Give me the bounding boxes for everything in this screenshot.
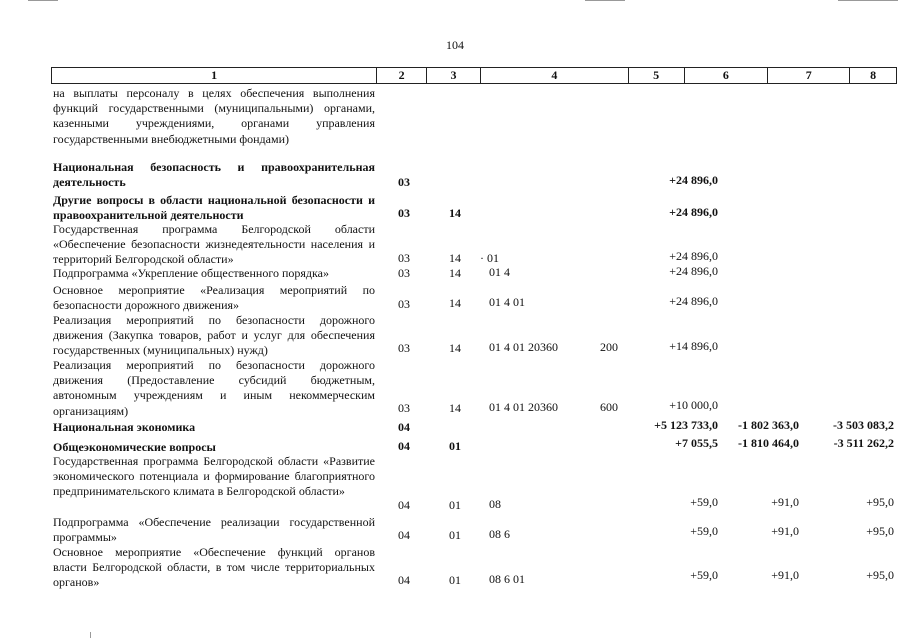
row-section: 03 bbox=[398, 206, 410, 220]
row-amount-3: +95,0 bbox=[866, 568, 894, 582]
row-section: 04 bbox=[398, 528, 410, 542]
row-subsection: 14 bbox=[449, 206, 461, 220]
header-col-2: 2 bbox=[377, 68, 427, 83]
row-description: Общеэкономические вопросы bbox=[53, 440, 216, 454]
header-col-1: 1 bbox=[52, 68, 377, 83]
row-description: Основное мероприятие «Обеспечение функций органов власти Белгородской области, в том числе территориальных органов» bbox=[53, 545, 375, 590]
row-amount-2: +91,0 bbox=[771, 568, 799, 582]
scan-artifact bbox=[90, 632, 91, 638]
row-amount-1: +59,0 bbox=[690, 568, 718, 582]
row-section: 03 bbox=[398, 401, 410, 415]
row-amount-2: -1 810 464,0 bbox=[738, 436, 799, 450]
row-description: Реализация мероприятий по безопасности дорожного движения (Предоставление субсидий бюджетным, автономным учреждениям и иным некоммерческим организациям) bbox=[53, 358, 375, 418]
row-amount-1: +7 055,5 bbox=[675, 436, 718, 450]
row-description: Подпрограмма «Обеспечение реализации государственной программы» bbox=[53, 515, 375, 545]
row-section: 03 bbox=[398, 266, 410, 280]
row-description: Другие вопросы в области национальной безопасности и правоохранительной деятельности bbox=[53, 193, 375, 223]
row-amount-2: +91,0 bbox=[771, 524, 799, 538]
row-subsection: 01 bbox=[449, 439, 461, 453]
row-amount-1: +24 896,0 bbox=[669, 249, 718, 263]
row-description: Реализация мероприятий по безопасности дорожного движения (Закупка товаров, работ и услуг для обеспечения государственных (муниципальных) нужд) bbox=[53, 313, 375, 358]
row-expense-type: 200 bbox=[600, 340, 618, 354]
row-amount-3: +95,0 bbox=[866, 495, 894, 509]
row-subsection: 01 bbox=[449, 528, 461, 542]
row-section: 04 bbox=[398, 439, 410, 453]
row-description: Подпрограмма «Укрепление общественного порядка» bbox=[53, 266, 329, 280]
page-number: 104 bbox=[446, 38, 464, 52]
row-amount-1: +24 896,0 bbox=[669, 264, 718, 278]
row-expense-type: 600 bbox=[600, 400, 618, 414]
row-subsection: 01 bbox=[449, 573, 461, 587]
row-target-code: 01 4 01 20360 bbox=[489, 400, 558, 414]
row-target-code: 08 6 bbox=[489, 527, 510, 541]
header-col-6: 6 bbox=[685, 68, 769, 83]
row-section: 03 bbox=[398, 297, 410, 311]
row-description: Национальная экономика bbox=[53, 420, 196, 434]
row-amount-1: +24 896,0 bbox=[669, 205, 718, 219]
row-amount-3: +95,0 bbox=[866, 524, 894, 538]
row-target-code: 01 4 01 20360 bbox=[489, 340, 558, 354]
row-amount-1: +24 896,0 bbox=[669, 173, 718, 187]
row-amount-1: +59,0 bbox=[690, 495, 718, 509]
scan-artifact bbox=[585, 0, 625, 1]
header-col-8: 8 bbox=[870, 68, 877, 82]
row-target-code: · 01 bbox=[480, 251, 499, 265]
row-subsection: 14 bbox=[449, 401, 461, 415]
row-description: Основное мероприятие «Реализация мероприятий по безопасности дорожного движения» bbox=[53, 283, 375, 313]
row-description: на выплаты персоналу в целях обеспечения выполнения функций государственными (муниципальными) органами, казенными учреждениями, органами управления государственными внебюджетными фондами) bbox=[53, 86, 375, 146]
header-col-4: 4 bbox=[481, 68, 629, 83]
row-target-code: 08 bbox=[489, 497, 501, 511]
row-description: Государственная программа Белгородской области «Обеспечение безопасности жизнедеятельности населения и территорий Белгородской области» bbox=[53, 222, 375, 267]
row-subsection: 01 bbox=[449, 498, 461, 512]
row-section: 03 bbox=[398, 251, 410, 265]
row-subsection: 14 bbox=[449, 341, 461, 355]
scan-artifact bbox=[838, 0, 898, 1]
row-amount-3: -3 511 262,2 bbox=[833, 436, 894, 450]
row-section: 04 bbox=[398, 573, 410, 587]
row-target-code: 08 6 01 bbox=[489, 572, 525, 586]
header-col-7: 7 bbox=[768, 68, 850, 83]
row-amount-1: +24 896,0 bbox=[669, 294, 718, 308]
row-amount-1: +5 123 733,0 bbox=[654, 418, 718, 432]
row-amount-2: -1 802 363,0 bbox=[738, 418, 799, 432]
row-section: 03 bbox=[398, 175, 410, 189]
row-amount-2: +91,0 bbox=[771, 495, 799, 509]
row-amount-1: +14 896,0 bbox=[669, 339, 718, 353]
row-target-code: 01 4 bbox=[489, 265, 510, 279]
row-description: Национальная безопасность и правоохранительная деятельность bbox=[53, 160, 375, 190]
row-section: 04 bbox=[398, 420, 410, 434]
row-amount-1: +59,0 bbox=[690, 524, 718, 538]
row-amount-3: -3 503 083,2 bbox=[833, 418, 894, 432]
header-col-5: 5 bbox=[629, 68, 685, 83]
row-section: 04 bbox=[398, 498, 410, 512]
scan-artifact bbox=[28, 0, 58, 1]
row-section: 03 bbox=[398, 341, 410, 355]
header-col-3: 3 bbox=[427, 68, 481, 83]
row-amount-1: +10 000,0 bbox=[669, 398, 718, 412]
row-description: Государственная программа Белгородской области «Развитие экономического потенциала и формирование благоприятного предпринимательского климата в Белгородской области» bbox=[53, 454, 375, 499]
row-subsection: 14 bbox=[449, 296, 461, 310]
row-subsection: 14 bbox=[449, 251, 461, 265]
row-subsection: 14 bbox=[449, 266, 461, 280]
row-target-code: 01 4 01 bbox=[489, 295, 525, 309]
